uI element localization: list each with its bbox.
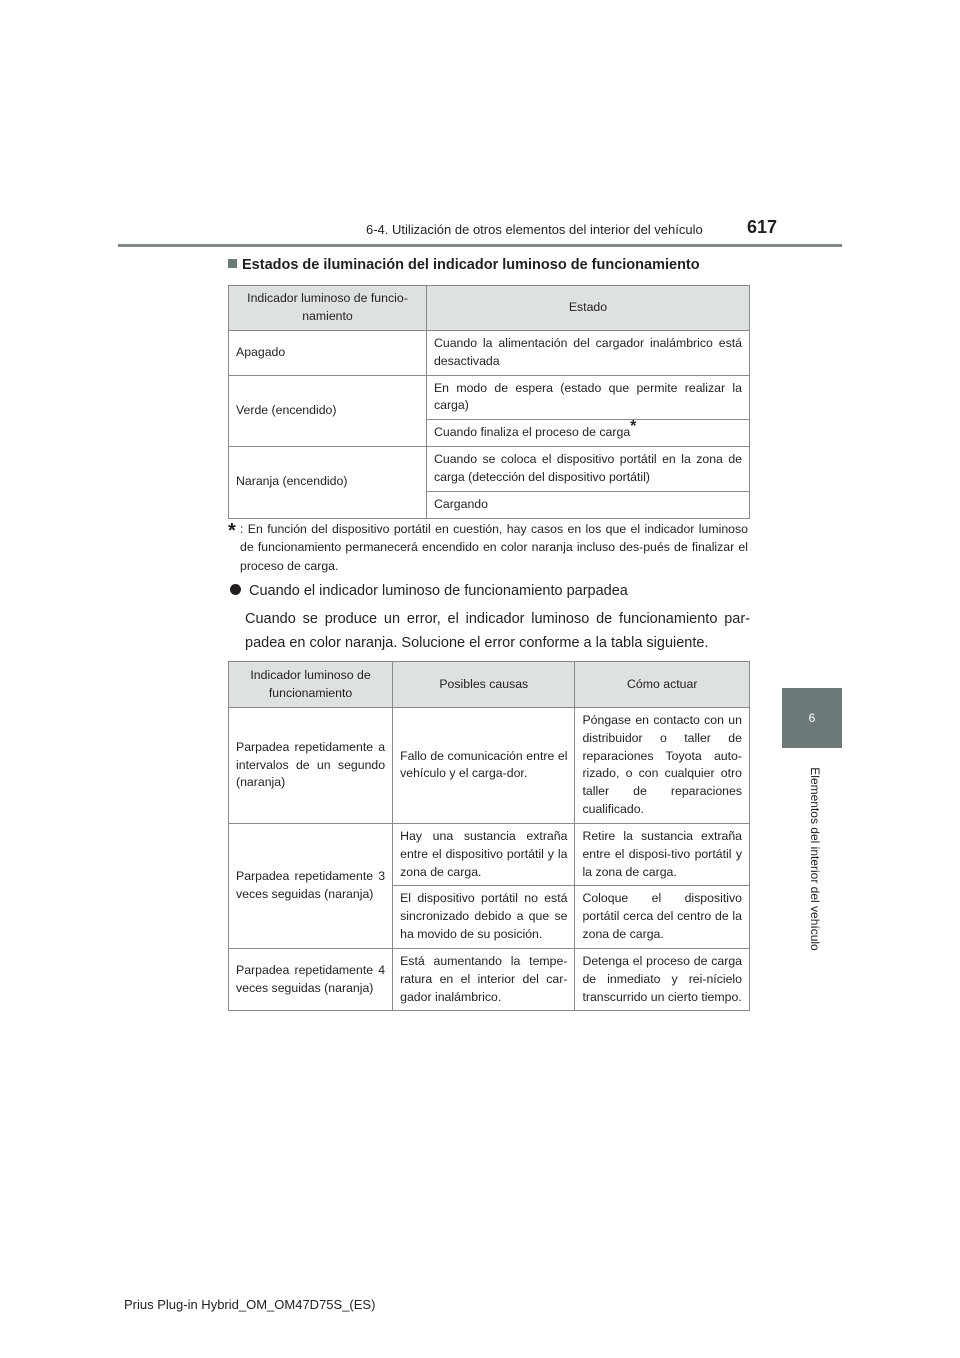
- blinking-troubleshooting-table: [228, 661, 750, 1011]
- action-cell: Coloque el dispositivo portátil cerca del centro de la zona de carga.: [575, 886, 750, 948]
- document-footer: Prius Plug-in Hybrid_OM_OM47D75S_(ES): [124, 1297, 376, 1312]
- action-cell: Retire la sustancia extraña entre el disposi-tivo portátil y la zona de carga.: [575, 823, 750, 885]
- indicator-cell: Naranja (encendido): [229, 447, 427, 518]
- chapter-number: 6: [808, 711, 816, 725]
- cause-cell: Fallo de comunicación entre el vehículo y el carga-dor.: [393, 708, 575, 824]
- footnote: [228, 520, 748, 575]
- table-row: [229, 823, 750, 885]
- state-cell: [426, 420, 749, 447]
- footnote-asterisk: *: [228, 520, 236, 542]
- column-header: Indicador luminoso de funcio-namiento: [229, 286, 427, 331]
- table-row: [229, 447, 750, 492]
- table-row: [229, 948, 750, 1010]
- section-title: [228, 257, 700, 273]
- column-header: Cómo actuar: [575, 662, 750, 708]
- cause-cell: Hay una sustancia extraña entre el dispositivo portátil y la zona de carga.: [393, 823, 575, 885]
- table-header-row: [229, 662, 750, 708]
- indicator-cell: Parpadea repetidamente 4 veces seguidas (naranja): [229, 948, 393, 1010]
- page-number: 617: [747, 217, 778, 237]
- action-cell: Detenga el proceso de carga de inmediato y rei-nícielo transcurrido un cierto tiempo.: [575, 948, 750, 1010]
- indicator-cell: Verde (encendido): [229, 375, 427, 446]
- column-header: Estado: [426, 286, 749, 331]
- state-cell: Cuando la alimentación del cargador inalámbrico está desactivada: [426, 331, 749, 376]
- bullet-heading: [230, 583, 628, 599]
- bullet-heading-text: Cuando el indicador luminoso de funcionamiento parpadea: [249, 583, 628, 599]
- state-text: Cuando finaliza el proceso de carga: [433, 425, 631, 440]
- indicator-cell: Parpadea repetidamente 3 veces seguidas (naranja): [229, 823, 393, 948]
- indicator-cell: Apagado: [229, 331, 427, 376]
- square-bullet-icon: [228, 259, 237, 268]
- column-header: Posibles causas: [393, 662, 575, 708]
- lighting-states-table: [228, 285, 750, 519]
- cause-cell: El dispositivo portátil no está sincronizado debido a que se ha movido de su posición.: [393, 886, 575, 948]
- indicator-cell: Parpadea repetidamente a intervalos de un segundo (naranja): [229, 708, 393, 824]
- footnote-text: : En función del dispositivo portátil en cuestión, hay casos en los que el indicador luminoso de funcionamiento permanecerá encendido en color naranja incluso des-pués de finalizar el proceso de carga.: [240, 522, 748, 573]
- footnote-mark: *: [630, 418, 637, 436]
- table-row: [229, 331, 750, 376]
- action-cell: Póngase en contacto con un distribuidor o taller de reparaciones Toyota auto-rizado, o con cualquier otro taller de reparaciones cualificado.: [575, 708, 750, 824]
- table-header-row: [229, 286, 750, 331]
- state-cell: Cargando: [426, 491, 749, 518]
- state-cell: Cuando se coloca el dispositivo portátil en la zona de carga (detección del dispositivo portátil): [426, 447, 749, 492]
- bullet-body-text: Cuando se produce un error, el indicador luminoso de funcionamiento par-padea en color naranja. Solucione el error conforme a la tabla siguiente.: [245, 611, 750, 651]
- state-cell: En modo de espera (estado que permite realizar la carga): [426, 375, 749, 420]
- section-header: 6-4. Utilización de otros elementos del interior del vehículo: [366, 222, 703, 237]
- table-row: [229, 375, 750, 420]
- table-row: [229, 708, 750, 824]
- chapter-tab: [782, 688, 842, 748]
- bullet-dot-icon: [230, 584, 241, 595]
- header-divider: [118, 244, 842, 247]
- chapter-title: Elementos del interior del vehículo: [808, 767, 822, 951]
- cause-cell: Está aumentando la tempe-ratura en el interior del car-gador inalámbrico.: [393, 948, 575, 1010]
- section-title-text: Estados de iluminación del indicador luminoso de funcionamiento: [242, 257, 700, 273]
- column-header: Indicador luminoso de funcionamiento: [229, 662, 393, 708]
- chapter-side-label: [805, 754, 825, 964]
